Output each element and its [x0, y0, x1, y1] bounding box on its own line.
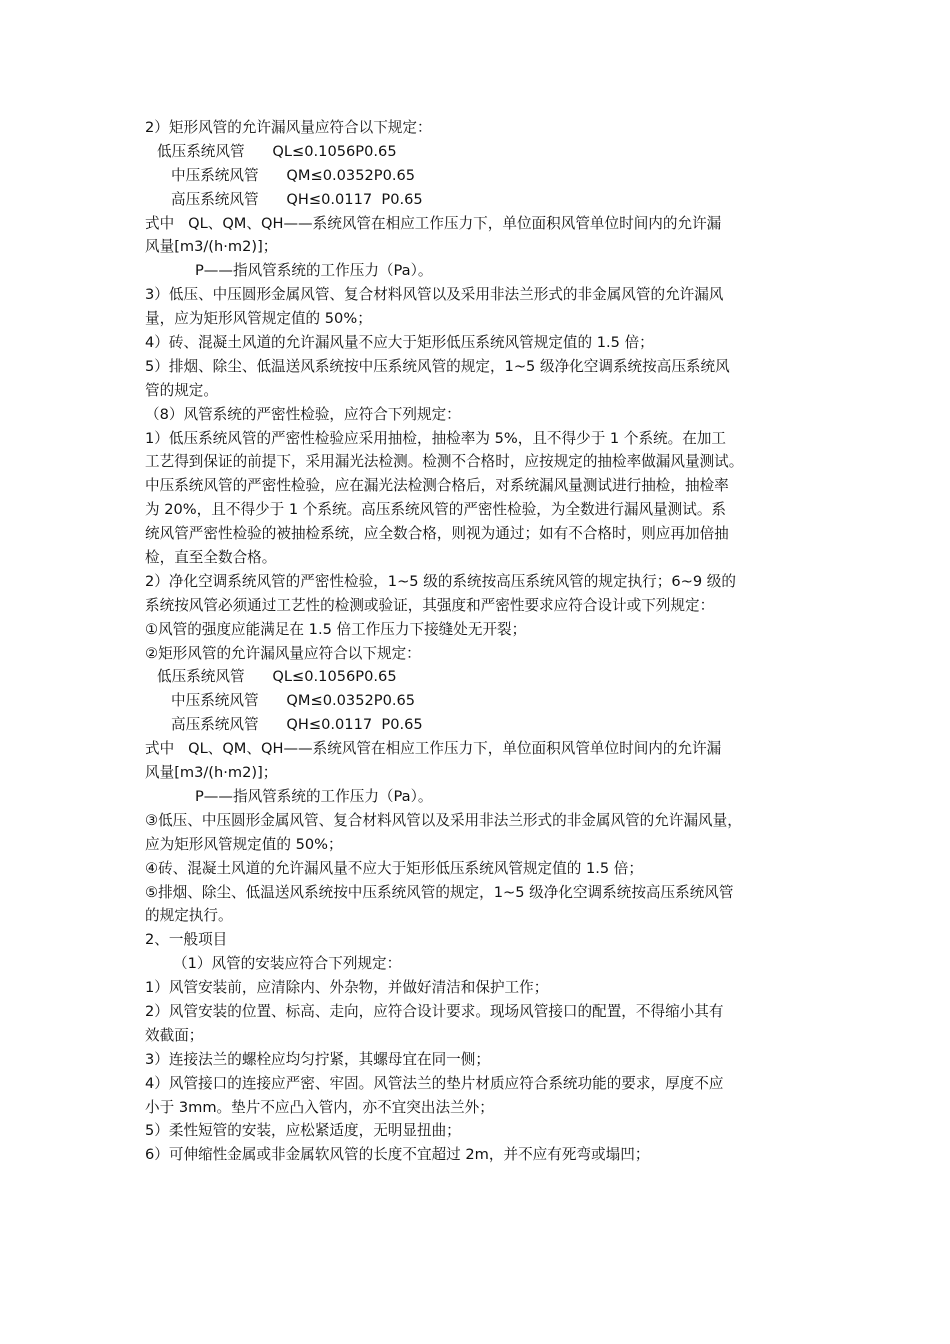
text-line: ①风管的强度应能满足在 1.5 倍工作压力下接缝处无开裂；	[145, 620, 527, 638]
subsection-heading: （1）风管的安装应符合下列规定：	[173, 955, 402, 973]
text-line: 小于 3mm。垫片不应凸入管内，亦不宜突出法兰外；	[145, 1098, 494, 1116]
text-line: 风量[m3/(h·m2)]；	[145, 764, 278, 782]
text-line: 4）风管接口的连接应严密、牢固。风管法兰的垫片材质应符合系统功能的要求，厚度不应	[145, 1074, 724, 1092]
text-line: 5）柔性短管的安装，应松紧适度，无明显扭曲；	[145, 1122, 461, 1140]
text-line: ④砖、混凝土风道的允许漏风量不应大于矩形低压系统风管规定值的 1.5 倍；	[145, 859, 643, 877]
text-line: 3）低压、中压圆形金属风管、复合材料风管以及采用非法兰形式的非金属风管的允许漏风	[145, 286, 724, 304]
text-line: 量，应为矩形风管规定值的 50%；	[145, 310, 372, 328]
text-line: 检，直至全数合格。	[145, 549, 277, 567]
text-line: 1）低压系统风管的严密性检验应采用抽检，抽检率为 5%，且不得少于 1 个系统。在加工	[145, 429, 727, 447]
section-heading: 2、一般项目	[145, 931, 228, 949]
text-line: ③低压、中压圆形金属风管、复合材料风管以及采用非法兰形式的非金属风管的允许漏风量，	[145, 811, 742, 829]
text-line: ⑤排烟、除尘、低温送风系统按中压系统风管的规定，1~5 级净化空调系统按高压系统风管	[145, 883, 734, 901]
text-line: 式中 QL、QM、QH——系统风管在相应工作压力下，单位面积风管单位时间内的允许漏	[145, 214, 722, 232]
text-line: 中压系统风管的严密性检验，应在漏光法检测合格后，对系统漏风量测试进行抽检，抽检率	[145, 477, 729, 495]
text-line: 2）风管安装的位置、标高、走向，应符合设计要求。现场风管接口的配置，不得缩小其有	[145, 1002, 724, 1020]
text-line: 1）风管安装前，应清除内、外杂物，并做好清洁和保护工作；	[145, 979, 549, 997]
text-line: 的规定执行。	[145, 907, 233, 925]
formula-line: 高压系统风管 QH≤0.0117 P0.65	[171, 716, 423, 734]
text-line: ②矩形风管的允许漏风量应符合以下规定：	[145, 644, 421, 662]
text-line: 6）可伸缩性金属或非金属软风管的长度不宜超过 2m，并不应有死弯或塌凹；	[145, 1146, 650, 1164]
text-line: 统风管严密性检验的被抽检系统，应全数合格，则视为通过；如有不合格时，则应再加倍抽	[145, 525, 729, 543]
text-line: 5）排烟、除尘、低温送风系统按中压系统风管的规定，1~5 级净化空调系统按高压系统风	[145, 357, 730, 375]
text-line: 式中 QL、QM、QH——系统风管在相应工作压力下，单位面积风管单位时间内的允许漏	[145, 740, 722, 758]
formula-line: 中压系统风管 QM≤0.0352P0.65	[171, 692, 416, 710]
formula-line: 低压系统风管 QL≤0.1056P0.65	[157, 142, 397, 160]
text-line: 2）净化空调系统风管的严密性检验，1~5 级的系统按高压系统风管的规定执行；6~9 级的	[145, 572, 736, 590]
text-line: 管的规定。	[145, 381, 218, 399]
text-line: 3）连接法兰的螺栓应均匀拧紧，其螺母宜在同一侧；	[145, 1050, 490, 1068]
text-line: 应为矩形风管规定值的 50%；	[145, 835, 343, 853]
text-line: 2）矩形风管的允许漏风量应符合以下规定：	[145, 119, 432, 136]
text-line: 4）砖、混凝土风道的允许漏风量不应大于矩形低压系统风管规定值的 1.5 倍；	[145, 334, 654, 352]
text-line: 系统按风管必须通过工艺性的检测或验证，其强度和严密性要求应符合设计或下列规定：	[145, 596, 715, 614]
definition-line: P——指风管系统的工作压力（Pa）。	[195, 787, 433, 805]
text-line: 工艺得到保证的前提下，采用漏光法检测。检测不合格时，应按规定的抽检率做漏风量测试。	[145, 453, 744, 471]
section-heading: （8）风管系统的严密性检验，应符合下列规定：	[145, 405, 461, 423]
formula-line: 中压系统风管 QM≤0.0352P0.65	[171, 166, 416, 184]
formula-line: 高压系统风管 QH≤0.0117 P0.65	[171, 190, 423, 208]
document-body	[145, 116, 810, 1167]
definition-line: P——指风管系统的工作压力（Pa）。	[195, 262, 433, 280]
text-line: 效截面；	[145, 1026, 204, 1044]
text-line: 为 20%，且不得少于 1 个系统。高压系统风管的严密性检验，为全数进行漏风量测试。系	[145, 501, 727, 519]
formula-line: 低压系统风管 QL≤0.1056P0.65	[157, 668, 397, 686]
text-line: 风量[m3/(h·m2)]；	[145, 238, 278, 256]
